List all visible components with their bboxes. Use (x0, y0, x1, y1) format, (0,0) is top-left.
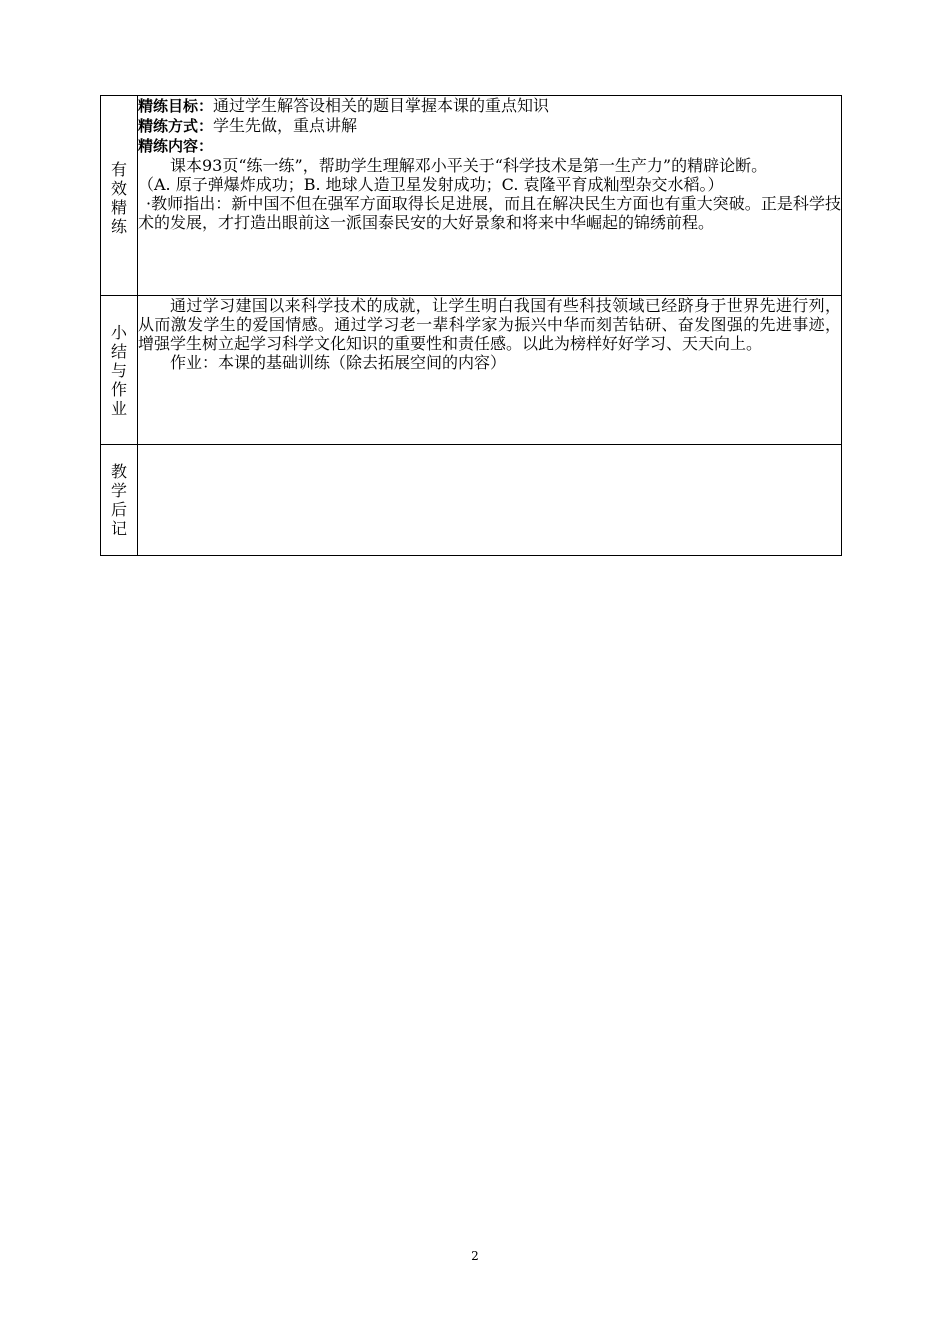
label-char: 有 (110, 159, 127, 179)
row-label-cell (101, 96, 138, 296)
label-char: 效 (110, 178, 127, 198)
page-number: 2 (471, 1249, 479, 1263)
label-char: 作 (110, 379, 127, 399)
practice-method (138, 116, 841, 136)
summary-content-cell (138, 296, 842, 445)
practice-goal-text: 通过学生解答设相关的题目掌握本课的重点知识 (213, 96, 550, 115)
teacher-note: ·教师指出：新中国不但在强军方面取得长足进展，而且在解决民生方面也有重大突破。正是科学技术的发展，才打造出眼前这一派国泰民安的大好景象和将来中华崛起的锦绣前程。 (138, 194, 841, 232)
label-char: 结 (110, 341, 127, 361)
row-effective-practice (101, 96, 842, 296)
lesson-plan-table (100, 95, 842, 556)
label-char: 精 (110, 197, 127, 217)
label-char: 与 (110, 360, 127, 380)
teaching-notes-content-cell (138, 445, 842, 556)
row-label-cell (101, 445, 138, 556)
label-char: 练 (110, 216, 127, 236)
practice-options: （A. 原子弹爆炸成功；B. 地球人造卫星发射成功；C. 袁隆平育成籼型杂交水稻。） (138, 175, 724, 194)
practice-method-label: 精练方式： (138, 117, 214, 135)
label-char: 教 (110, 462, 127, 481)
practice-goal (138, 96, 841, 116)
practice-paragraph: 课本93页“练一练”，帮助学生理解邓小平关于“科学技术是第一生产力”的精辟论断。 (170, 156, 768, 175)
row-summary-homework (101, 296, 842, 445)
practice-goal-label: 精练目标： (138, 97, 214, 115)
practice-content-label: 精练内容： (138, 137, 214, 155)
homework-paragraph: 作业：本课的基础训练（除去拓展空间的内容） (170, 353, 507, 372)
summary-paragraph: 通过学习建国以来科学技术的成就，让学生明白我国有些科技领域已经跻身于世界先进行列，从而激发学生的爱国情感。通过学习老一辈科学家为振兴中华而刻苦钻研、奋发图强的先进事迹，增强学生树立起学习科学文化知识的重要性和责任感。以此为榜样好好学习、天天向上。 (138, 296, 841, 353)
label-char: 业 (110, 398, 127, 418)
label-char: 后 (110, 500, 127, 519)
label-char: 记 (110, 519, 127, 538)
row-label-effective-practice (101, 96, 137, 297)
row-teaching-notes (101, 445, 842, 556)
row-label-teaching-notes (101, 445, 137, 555)
practice-method-text: 学生先做，重点讲解 (213, 116, 358, 135)
row-label-summary-homework (101, 296, 137, 444)
practice-content-heading (138, 136, 841, 156)
label-char: 学 (110, 481, 127, 500)
practice-content-cell (138, 96, 842, 296)
label-char: 小 (110, 322, 127, 342)
row-label-cell (101, 296, 138, 445)
